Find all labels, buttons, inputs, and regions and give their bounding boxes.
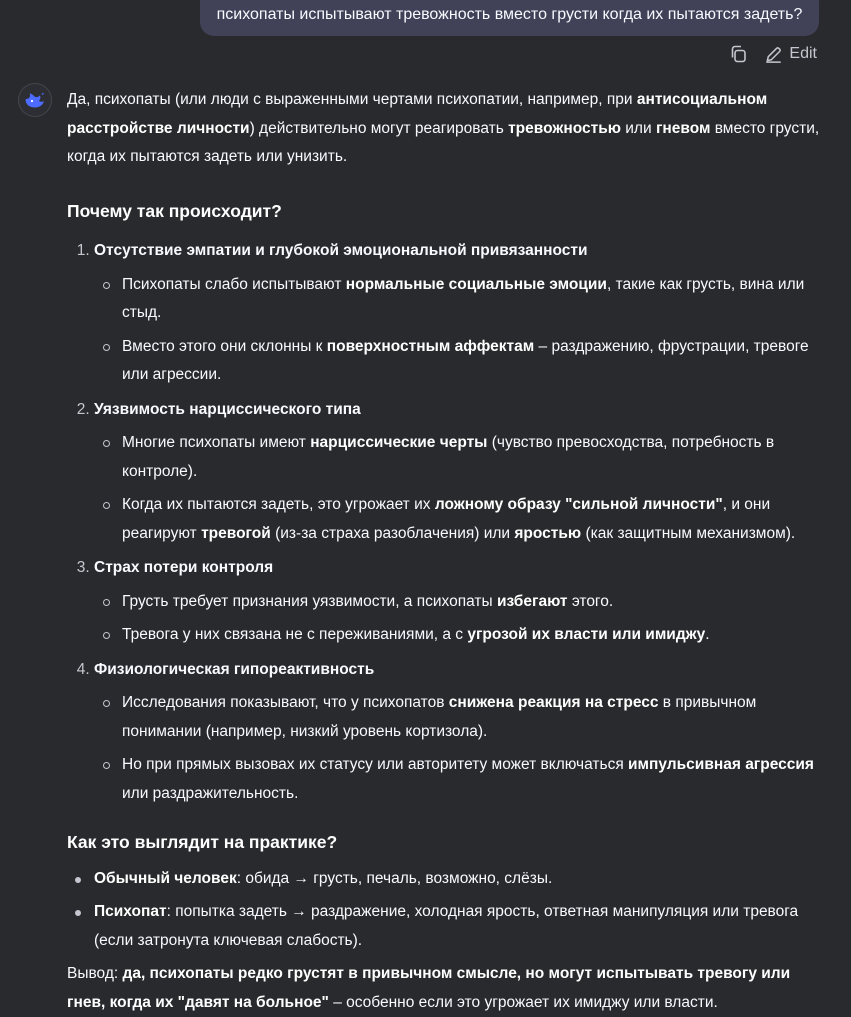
bold-text: поверхностным аффектам xyxy=(326,337,535,355)
bold-text: тревогой xyxy=(201,524,271,542)
intro-paragraph: Да, психопаты (или люди с выраженными чертами психопатии, например, при антисоциальном расстройстве личности) действительно могут реагировать тревожностью или гневом вместо грусти, когда их пытаются задеть или унизить. xyxy=(67,91,820,165)
assistant-answer xyxy=(67,86,827,1017)
cause-points xyxy=(94,429,827,548)
assistant-avatar xyxy=(18,83,52,117)
copy-icon xyxy=(728,44,748,64)
bold-text: нарциссические черты xyxy=(310,434,488,451)
user-message-text: психопаты испытывают тревожность вместо грусти когда их пытаются задеть? xyxy=(216,6,803,23)
cause-point: Когда их пытаются задеть, это угрожает их ложному образу "сильной личности", и они реагируют тревогой (из-за страха разоблачения) или яростью (как защитным механизмом). xyxy=(122,491,827,548)
bold-text: Обычный человек xyxy=(94,869,237,887)
cause-item xyxy=(94,237,827,390)
cause-point: Вместо этого они склонны к поверхностным аффектам – раздражению, фрустрации, тревоге или агрессии. xyxy=(122,333,827,390)
cause-point: Исследования показывают, что у психопатов снижена реакция на стресс в привычном понимании (например, низкий уровень кортизола). xyxy=(122,689,827,746)
bold-text: снижена реакция на стресс xyxy=(448,694,659,711)
practice-item: Психопат: попытка задеть → раздражение, холодная ярость, ответная манипуляция или тревога (если затронута ключевая слабость). xyxy=(94,898,827,955)
bold-text: импульсивная агрессия xyxy=(628,756,814,773)
cause-points xyxy=(94,588,827,650)
copy-button[interactable] xyxy=(728,44,748,64)
heading-why: Почему так происходит? xyxy=(67,200,282,221)
cause-title: Отсутствие эмпатии и глубокой эмоциональной привязанности xyxy=(94,242,588,259)
whale-logo-icon xyxy=(23,90,47,110)
cause-title: Уязвимость нарциссического типа xyxy=(94,400,361,418)
user-message-bubble xyxy=(200,0,819,36)
cause-point: Грусть требует признания уязвимости, а психопаты избегают этого. xyxy=(122,588,827,617)
cause-item xyxy=(94,396,827,549)
cause-point: Но при прямых вызовах их статусу или авторитету может включаться импульсивная агрессия или раздражительность. xyxy=(122,751,827,808)
edit-label: Edit xyxy=(789,45,817,62)
cause-point: Психопаты слабо испытывают нормальные социальные эмоции, такие как грусть, вина или стыд. xyxy=(122,271,827,328)
bold-text: антисоциальном расстройстве личности xyxy=(67,91,768,137)
cause-item xyxy=(94,554,827,650)
conclusion-paragraph: Вывод: да, психопаты редко грустят в привычном смысле, но могут испытывать тревогу или гнев, когда их "давят на больное" – особенно если это угрожает их имиджу или власти. xyxy=(67,965,791,1011)
bold-text: нормальные социальные эмоции xyxy=(345,275,607,293)
bold-text: угрозой их власти или имиджу xyxy=(467,626,706,643)
bold-text: избегают xyxy=(496,592,568,610)
cause-item xyxy=(94,656,827,809)
cause-points xyxy=(94,271,827,390)
practice-list xyxy=(67,865,827,956)
heading-practice: Как это выглядит на практике? xyxy=(67,832,338,852)
causes-list xyxy=(67,237,827,808)
cause-point: Многие психопаты имеют нарциссические черты (чувство превосходства, потребность в контроле). xyxy=(122,429,827,486)
practice-item: Обычный человек: обида → грусть, печаль, возможно, слёзы. xyxy=(94,865,827,894)
cause-title: Физиологическая гипореактивность xyxy=(94,660,375,678)
message-actions xyxy=(728,44,817,64)
bold-text: ложному образу "сильной личности" xyxy=(434,496,723,513)
pencil-icon xyxy=(764,45,783,64)
cause-points xyxy=(94,689,827,808)
bold-text: тревожностью xyxy=(508,119,621,137)
bold-text: Психопат xyxy=(94,903,167,920)
bold-text: да, психопаты редко грустят в привычном смысле, но могут испытывать тревогу или гнев, когда их "давят на больное" xyxy=(67,965,791,1011)
cause-title: Страх потери контроля xyxy=(94,559,274,576)
cause-point: Тревога у них связана не с переживаниями, а с угрозой их власти или имиджу. xyxy=(122,621,827,650)
edit-button[interactable] xyxy=(764,45,817,64)
bold-text: яростью xyxy=(514,524,582,542)
bold-text: гневом xyxy=(655,119,711,137)
